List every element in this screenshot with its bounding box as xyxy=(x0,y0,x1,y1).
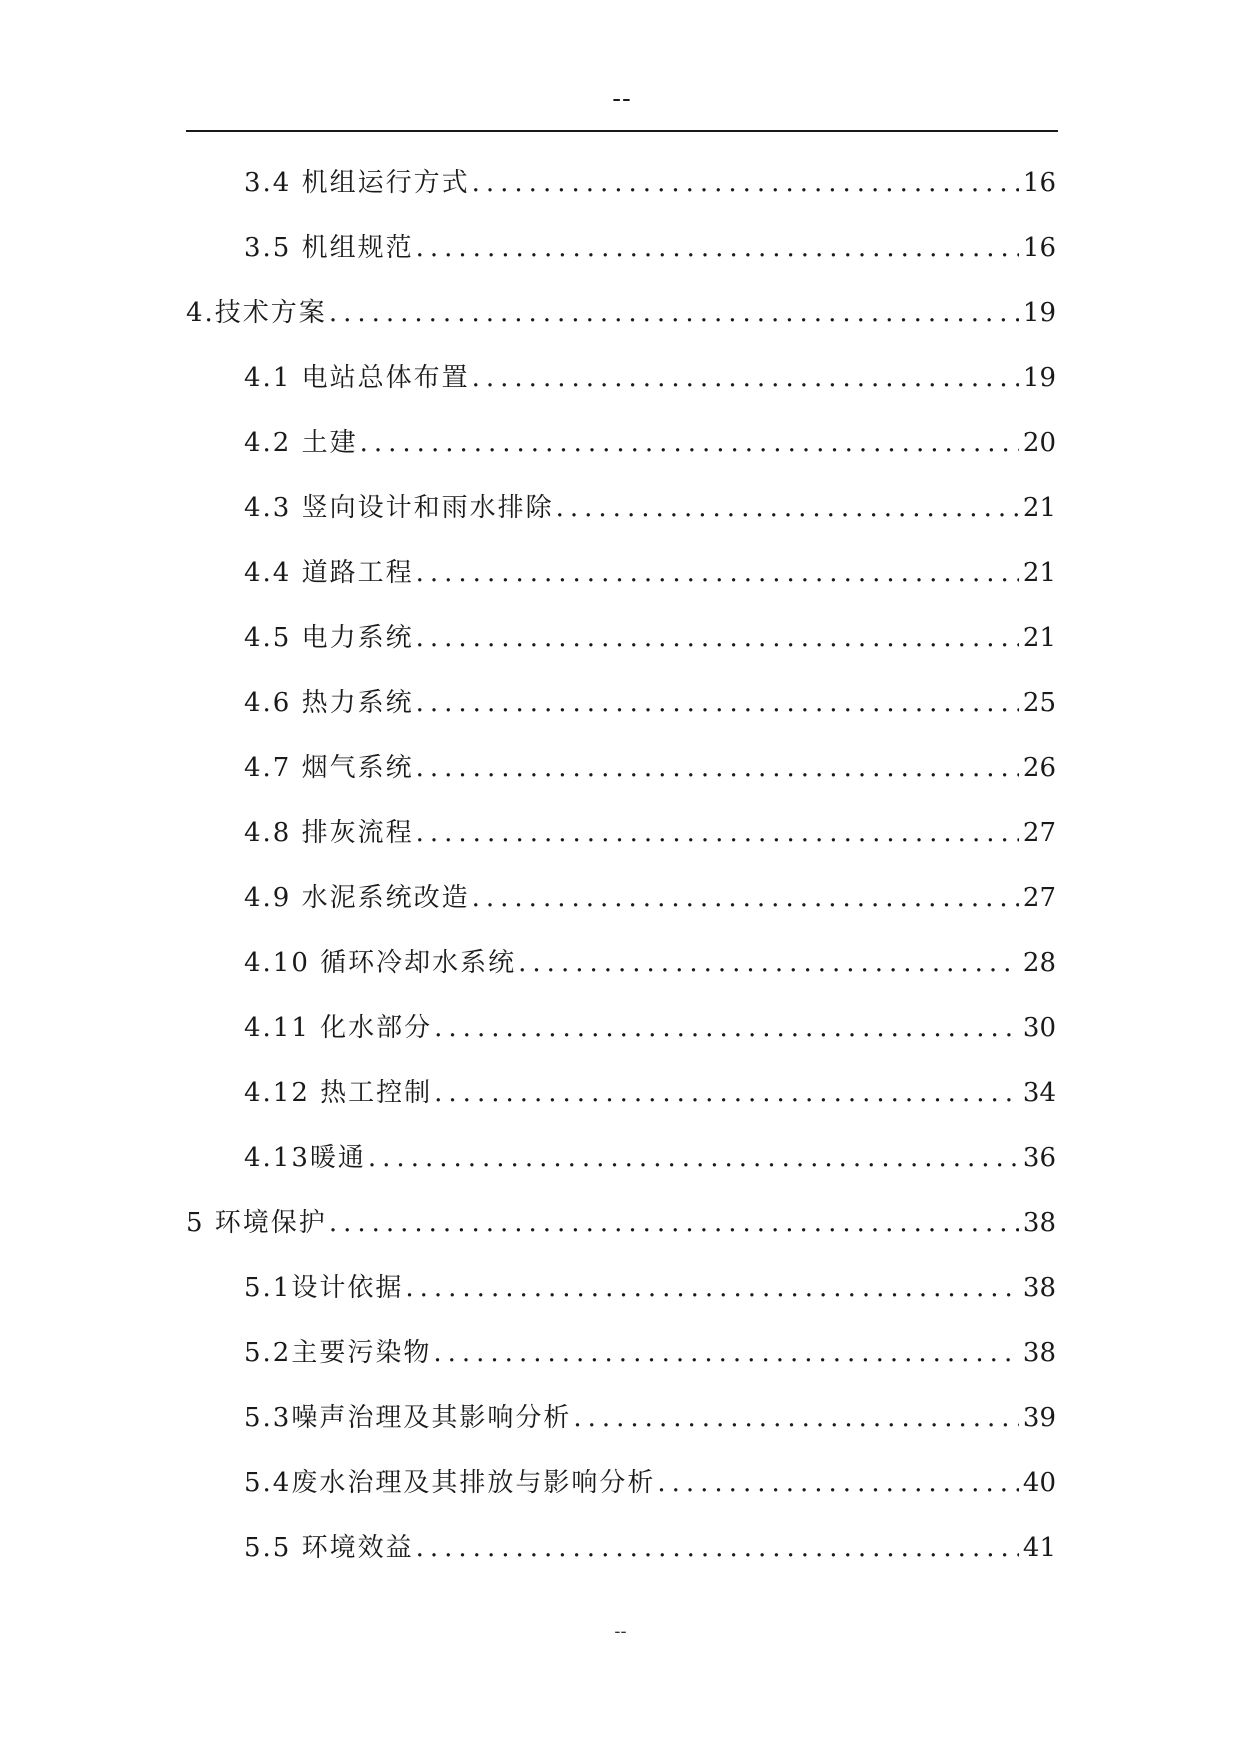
toc-entry-title: 4.12 热工控制 xyxy=(244,1077,433,1108)
toc-entry-page-number: 34 xyxy=(1022,1077,1056,1108)
toc-entry[interactable] xyxy=(186,280,1058,345)
toc-entry-page-number: 16 xyxy=(1022,232,1056,263)
toc-entry[interactable] xyxy=(186,605,1058,670)
toc-entry[interactable] xyxy=(186,1515,1058,1580)
toc-entry-title: 5.3噪声治理及其影响分析 xyxy=(244,1402,572,1433)
toc-entry-page-number: 16 xyxy=(1022,167,1056,198)
toc-entry-page-number: 28 xyxy=(1022,947,1056,978)
toc-entry[interactable] xyxy=(186,995,1058,1060)
toc-entry-title: 4.3 竖向设计和雨水排除 xyxy=(244,492,554,523)
toc-entry[interactable] xyxy=(186,475,1058,540)
toc-leader-dots xyxy=(416,623,1019,653)
toc-leader-dots xyxy=(360,428,1019,458)
toc-entry-title: 4.4 道路工程 xyxy=(244,557,414,588)
toc-entry-page-number: 38 xyxy=(1022,1337,1056,1368)
toc-leader-dots xyxy=(573,1403,1019,1433)
toc-entry-title: 4.7 烟气系统 xyxy=(244,752,414,783)
toc-entry[interactable] xyxy=(186,800,1058,865)
toc-entry-page-number: 38 xyxy=(1022,1207,1056,1238)
toc-leader-dots xyxy=(416,688,1019,718)
toc-entry[interactable] xyxy=(186,1385,1058,1450)
toc-leader-dots xyxy=(368,1143,1019,1173)
header-rule xyxy=(186,130,1058,132)
toc-entry-page-number: 19 xyxy=(1022,362,1056,393)
toc-entry-page-number: 26 xyxy=(1022,752,1056,783)
toc-entry-title: 4.9 水泥系统改造 xyxy=(244,882,470,913)
toc-entry-page-number: 36 xyxy=(1022,1142,1056,1173)
toc-entry-page-number: 40 xyxy=(1022,1467,1056,1498)
toc-entry-title: 4.11 化水部分 xyxy=(244,1012,433,1043)
toc-entry-title: 4.2 土建 xyxy=(244,427,358,458)
toc-leader-dots xyxy=(416,233,1019,263)
toc-entry[interactable] xyxy=(186,540,1058,605)
toc-entry[interactable] xyxy=(186,410,1058,475)
toc-entry-title: 4.1 电站总体布置 xyxy=(244,362,470,393)
toc-entry-title: 5.2主要污染物 xyxy=(244,1337,432,1368)
toc-leader-dots xyxy=(416,818,1019,848)
toc-leader-dots xyxy=(434,1013,1019,1043)
toc-entry-title: 4.技术方案 xyxy=(186,297,327,328)
toc-leader-dots xyxy=(416,753,1019,783)
toc-entry[interactable] xyxy=(186,345,1058,410)
toc-entry[interactable] xyxy=(186,865,1058,930)
toc-entry[interactable] xyxy=(186,670,1058,735)
toc-leader-dots xyxy=(329,1208,1019,1238)
toc-entry-title: 3.4 机组运行方式 xyxy=(244,167,470,198)
toc-entry[interactable] xyxy=(186,1320,1058,1385)
toc-entry[interactable] xyxy=(186,735,1058,800)
toc-entry-page-number: 39 xyxy=(1022,1402,1056,1433)
toc-entry-title: 3.5 机组规范 xyxy=(244,232,414,263)
header-mark: -- xyxy=(612,84,632,114)
toc-leader-dots xyxy=(416,558,1019,588)
toc-entry-title: 4.6 热力系统 xyxy=(244,687,414,718)
toc-entry-page-number: 41 xyxy=(1022,1532,1056,1563)
toc-leader-dots xyxy=(472,883,1019,913)
toc-leader-dots xyxy=(472,168,1019,198)
toc-entry[interactable] xyxy=(186,150,1058,215)
toc-entry[interactable] xyxy=(186,1450,1058,1515)
toc-entry-title: 5.4废水治理及其排放与影响分析 xyxy=(244,1467,656,1498)
toc-leader-dots xyxy=(433,1338,1019,1368)
toc-entry[interactable] xyxy=(186,930,1058,995)
toc-leader-dots xyxy=(405,1273,1019,1303)
toc-leader-dots xyxy=(472,363,1019,393)
toc-entry-title: 4.13暖通 xyxy=(244,1142,366,1173)
toc-leader-dots xyxy=(329,298,1019,328)
toc-entry-page-number: 21 xyxy=(1022,557,1056,588)
toc-entry-title: 4.5 电力系统 xyxy=(244,622,414,653)
toc-entry-title: 4.10 循环冷却水系统 xyxy=(244,947,517,978)
toc-entry[interactable] xyxy=(186,1255,1058,1320)
toc-entry-page-number: 27 xyxy=(1022,817,1056,848)
toc-entry[interactable] xyxy=(186,215,1058,280)
toc-leader-dots xyxy=(416,1533,1019,1563)
toc-entry-title: 4.8 排灰流程 xyxy=(244,817,414,848)
toc-entry-page-number: 19 xyxy=(1022,297,1056,328)
toc-entry-page-number: 30 xyxy=(1022,1012,1056,1043)
toc-entry-page-number: 21 xyxy=(1022,492,1056,523)
toc-entry[interactable] xyxy=(186,1190,1058,1255)
page-footer: -- xyxy=(614,1621,627,1642)
toc-leader-dots xyxy=(556,493,1019,523)
toc-entry-page-number: 27 xyxy=(1022,882,1056,913)
toc-entry-page-number: 25 xyxy=(1022,687,1056,718)
toc-entry-page-number: 38 xyxy=(1022,1272,1056,1303)
toc-leader-dots xyxy=(518,948,1019,978)
toc-entry-title: 5.1设计依据 xyxy=(244,1272,404,1303)
toc-entry[interactable] xyxy=(186,1125,1058,1190)
toc-leader-dots xyxy=(657,1468,1019,1498)
table-of-contents xyxy=(186,150,1058,1580)
toc-entry[interactable] xyxy=(186,1060,1058,1125)
toc-entry-page-number: 20 xyxy=(1022,427,1056,458)
page-header xyxy=(186,84,1058,132)
toc-entry-page-number: 21 xyxy=(1022,622,1056,653)
toc-entry-title: 5.5 环境效益 xyxy=(244,1532,414,1563)
toc-entry-title: 5 环境保护 xyxy=(186,1207,327,1238)
toc-leader-dots xyxy=(434,1078,1019,1108)
